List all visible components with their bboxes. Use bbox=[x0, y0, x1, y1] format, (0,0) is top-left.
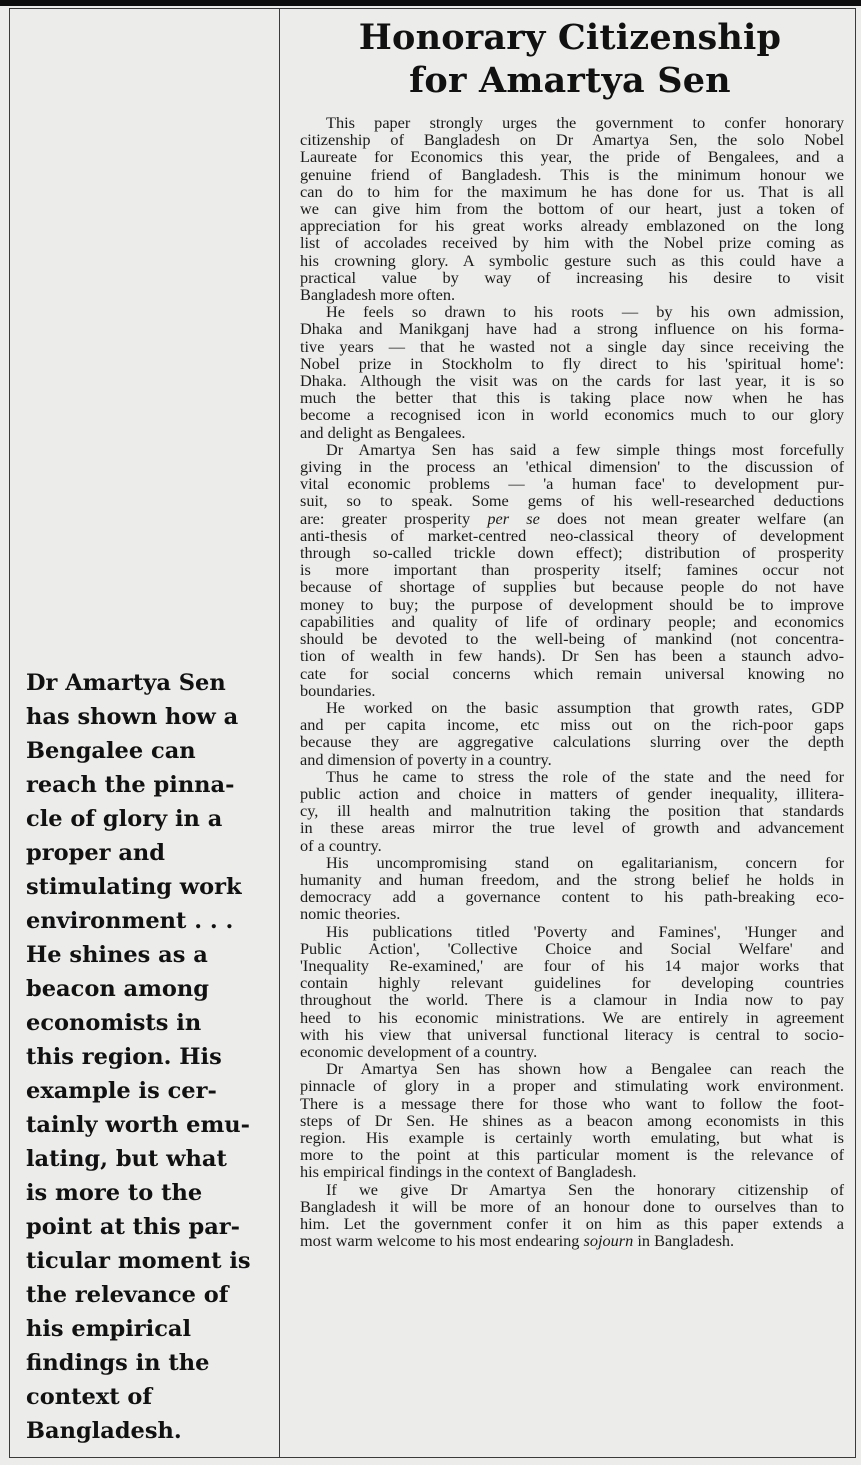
pull-quote bbox=[26, 666, 274, 1448]
pull-quote-line: Dr Amartya Sen bbox=[26, 670, 226, 696]
column-divider bbox=[279, 8, 280, 1458]
pull-quote-line: reach the pinna- bbox=[26, 772, 235, 798]
article-paragraph bbox=[300, 1181, 844, 1250]
article-line: There is a message there for those who want to follow the foot- bbox=[300, 1093, 844, 1113]
article-line: genuine friend of Bangladesh. This is the minimum honour we bbox=[300, 164, 844, 184]
article-line: most warm welcome to his most endearing sojourn in Bangladesh. bbox=[300, 1231, 735, 1251]
article-line: should be devoted to the well-being of mankind (not concentra- bbox=[300, 629, 844, 649]
pull-quote-line: environment . . . bbox=[26, 908, 234, 934]
article-line: 'Inequality Re-examined,' are four of his 14 major works that bbox=[300, 955, 844, 975]
article-line: in these areas mirror the true level of growth and advancement bbox=[300, 818, 844, 838]
pull-quote-line: Bengalee can bbox=[26, 738, 196, 764]
article-paragraph bbox=[300, 768, 844, 854]
article-line: cate for social concerns which remain universal knowing no bbox=[300, 663, 844, 683]
article-line: His publications titled 'Poverty and Famines', 'Hunger and bbox=[326, 921, 844, 941]
article-line: citizenship of Bangladesh on Dr Amartya Sen, the solo Nobel bbox=[300, 130, 844, 150]
pull-quote-line: context of bbox=[26, 1384, 153, 1410]
pull-quote-line: point at this par- bbox=[26, 1214, 240, 1240]
article-line: nomic theories. bbox=[300, 904, 401, 924]
article-line: region. His example is certainly worth emulating, but what is bbox=[300, 1127, 844, 1147]
article-line: because of shortage of supplies but because people do not have bbox=[300, 577, 844, 597]
pull-quote-line: lating, but what bbox=[26, 1146, 227, 1172]
headline-line: for Amartya Sen bbox=[409, 60, 731, 101]
article-line: with his view that universal functional literacy is central to socio- bbox=[300, 1024, 844, 1044]
article-line: humanity and human freedom, and the strong belief he holds in bbox=[300, 869, 844, 889]
article-line: capabilities and quality of life of ordinary people; and economics bbox=[300, 611, 844, 631]
pull-quote-line: economists in bbox=[26, 1010, 202, 1036]
article-line: more to the point at this particular moment is the relevance of bbox=[300, 1145, 844, 1165]
article-line: through so-called trickle down effect); distribution of prosperity bbox=[300, 543, 844, 563]
article-line: Laureate for Economics this year, the pride of Bengalees, and a bbox=[300, 147, 844, 167]
pull-quote-line: is more to the bbox=[26, 1180, 203, 1206]
pull-quote-line: has shown how a bbox=[26, 704, 239, 730]
pull-quote-line: example is cer- bbox=[26, 1078, 217, 1104]
article-paragraph bbox=[300, 114, 844, 303]
pull-quote-line: Bangladesh. bbox=[26, 1418, 182, 1444]
article-line: vital economic problems — 'a human face' to development pur- bbox=[300, 474, 844, 494]
article-line: can do to him for the maximum he has done for us. That is all bbox=[300, 181, 844, 201]
pull-quote-line: tainly worth emu- bbox=[26, 1112, 250, 1138]
article-line: Nobel prize in Stockholm to fly direct to his 'spiritual home': bbox=[300, 353, 844, 373]
pull-quote-line: ticular moment is bbox=[26, 1248, 251, 1274]
article-line: and per capita income, etc miss out on the rich-poor gaps bbox=[300, 715, 844, 735]
pull-quote-line: He shines as a bbox=[26, 942, 208, 968]
article-line: become a recognised icon in world economics much to our glory bbox=[300, 405, 844, 425]
article-line: Thus he came to stress the role of the state and the need for bbox=[326, 766, 844, 786]
article-paragraph bbox=[300, 1060, 844, 1180]
article-line: giving in the process an 'ethical dimension' to the discussion of bbox=[300, 457, 844, 477]
article-line: suit, so to speak. Some gems of his well-researched deductions bbox=[300, 491, 844, 511]
article-line: contain highly relevant guidelines for developing countries bbox=[300, 973, 844, 993]
article-line: This paper strongly urges the government to confer honorary bbox=[326, 113, 844, 132]
article-line: Bangladesh more often. bbox=[300, 285, 456, 305]
article-line: appreciation for his great works already emblazoned on the long bbox=[300, 216, 844, 236]
article-line: much the better that this is taking place now when he has bbox=[300, 388, 844, 408]
article-line: Dhaka. Although the visit was on the cards for last year, it is so bbox=[300, 371, 844, 391]
headline-line: Honorary Citizenship bbox=[358, 17, 782, 58]
article-line: is more important than prosperity itself; famines occur not bbox=[300, 560, 844, 580]
article-line: practical value by way of increasing his desire to visit bbox=[300, 267, 844, 287]
pull-quote-line: findings in the bbox=[26, 1350, 210, 1376]
article-line: tion of wealth in few hands). Dr Sen has been a staunch advo- bbox=[300, 646, 844, 666]
pull-quote-line: beacon among bbox=[26, 976, 210, 1002]
article-paragraph bbox=[300, 923, 844, 1061]
article-line: his empirical findings in the context of Bangladesh. bbox=[300, 1162, 637, 1182]
article-line: boundaries. bbox=[300, 680, 376, 700]
article-line: Public Action', 'Collective Choice and Social Welfare' and bbox=[300, 938, 844, 958]
article-paragraph bbox=[300, 699, 844, 768]
article-line: public action and choice in matters of gender inequality, illitera- bbox=[300, 783, 844, 803]
pull-quote-line: cle of glory in a bbox=[26, 806, 223, 832]
article-paragraph bbox=[300, 854, 844, 923]
article-line: economic development of a country. bbox=[300, 1041, 538, 1061]
article-line: money to buy; the purpose of development should be to improve bbox=[300, 594, 844, 614]
article-line: and delight as Bengalees. bbox=[300, 422, 466, 442]
article-line: and dimension of poverty in a country. bbox=[300, 749, 552, 769]
article-line: steps of Dr Sen. He shines as a beacon among economists in this bbox=[300, 1110, 844, 1130]
article-line: Dr Amartya Sen has said a few simple things most forcefully bbox=[326, 439, 844, 459]
article-line: of a country. bbox=[300, 835, 382, 855]
article-line: heed to his economic ministrations. We are entirely in agreement bbox=[300, 1007, 844, 1027]
article-line: cy, ill health and malnutrition taking the position that standards bbox=[300, 801, 844, 821]
top-edge-bar bbox=[0, 0, 861, 6]
article-line: He worked on the basic assumption that growth rates, GDP bbox=[326, 697, 844, 717]
article-line: are: greater prosperity per se does not mean greater welfare (an bbox=[300, 508, 845, 528]
article-line: pinnacle of glory in a proper and stimulating work environment. bbox=[300, 1076, 844, 1096]
pull-quote-line: this region. His bbox=[26, 1044, 222, 1070]
article-line: tive years — that he wasted not a single day since receiving the bbox=[300, 336, 844, 356]
article-line: his crowning glory. A symbolic gesture such as this could have a bbox=[300, 250, 844, 270]
headline bbox=[300, 16, 840, 102]
article-line: Bangladesh it will be more of an honour done to ourselves than to bbox=[300, 1196, 844, 1216]
article-line: democracy add a governance content to his path-breaking eco- bbox=[300, 887, 844, 907]
article-line: Dr Amartya Sen has shown how a Bengalee can reach the bbox=[326, 1059, 844, 1079]
pull-quote-line: his empirical bbox=[26, 1316, 192, 1342]
pull-quote-line: proper and bbox=[26, 840, 165, 866]
article-body bbox=[300, 114, 844, 1249]
article-line: Dhaka and Manikganj have had a strong influence on his forma- bbox=[300, 319, 844, 339]
article-line: throughout the world. There is a clamour in India now to pay bbox=[300, 990, 844, 1010]
pull-quote-line: the relevance of bbox=[26, 1282, 229, 1308]
article-line: him. Let the government confer it on him as this paper extends a bbox=[300, 1214, 844, 1233]
pull-quote-line: stimulating work bbox=[26, 874, 242, 900]
article-line: because they are aggregative calculations slurring over the depth bbox=[300, 732, 844, 752]
article-line: list of accolades received by him with the Nobel prize coming as bbox=[300, 233, 844, 253]
article-line: He feels so drawn to his roots — by his own admission, bbox=[326, 302, 844, 322]
article-paragraph bbox=[300, 303, 844, 441]
article-paragraph bbox=[300, 441, 844, 699]
article-line: His uncompromising stand on egalitarianism, concern for bbox=[326, 852, 844, 872]
article-line: If we give Dr Amartya Sen the honorary citizenship of bbox=[326, 1179, 844, 1199]
article-line: we can give him from the bottom of our heart, just a token of bbox=[300, 199, 844, 219]
article-line: anti-thesis of market-centred neo-classical theory of development bbox=[300, 525, 844, 545]
